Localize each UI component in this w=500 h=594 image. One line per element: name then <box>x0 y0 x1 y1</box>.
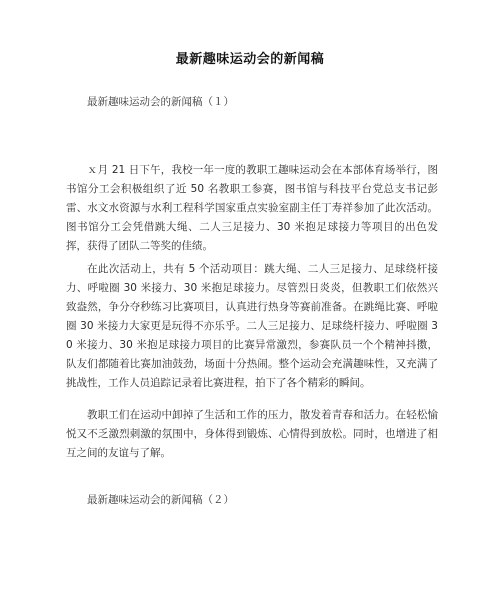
document-title: 最新趣味运动会的新闻稿 <box>175 52 325 67</box>
section-heading-1: 最新趣味运动会的新闻稿（１） <box>87 96 234 108</box>
section-heading-2: 最新趣味运动会的新闻稿（２） <box>87 494 234 506</box>
paragraph-2: 在此次活动上，共有 5 个活动项目：跳大绳、二人三足接力、足球绕杆接力、呼啦圈 30 米接力、30 米抱足球接力。尽管烈日炎炎，但教职工们依然兴致盎然，争分夺秒练习比赛项目，认真进行热身等赛前准备。在跳绳比赛、呼啦圈 30 米接力大家更是玩得不亦乐乎。二人三足接力、足球绕杆接力、呼啦圈 30 米接力、30 米抱足球接力项目的比赛异常激烈，参赛队员一个个精神抖擞，队友们都随着比赛加油鼓劲，场面十分热闹。整个运动会充满趣味性，又充满了挑战性，工作人员追踪记录着比赛进程，拍下了各个精彩的瞬间。 <box>66 263 438 389</box>
paragraph-3: 教职工们在运动中卸掉了生活和工作的压力，散发着青春和活力。在轻松愉悦又不乏激烈刺激的氛围中，身体得到锻炼、心情得到放松。同时，也增进了相互之间的友谊与了解。 <box>66 409 438 459</box>
paragraph-1: ｘ月 21 日下午，我校一年一度的教职工趣味运动会在本部体育场举行，图书馆分工会积极组织了近 50 名教职工参赛，图书馆与科技平台党总支书记彭雷、水文水资源与水利工程科学国家重点实验室副主任丁寿祥参加了此次活动。图书馆分工会凭借跳大绳、二人三足接力、30 米抱足球接力等项目的出色发挥，获得了团队二等奖的佳绩。 <box>66 164 438 252</box>
